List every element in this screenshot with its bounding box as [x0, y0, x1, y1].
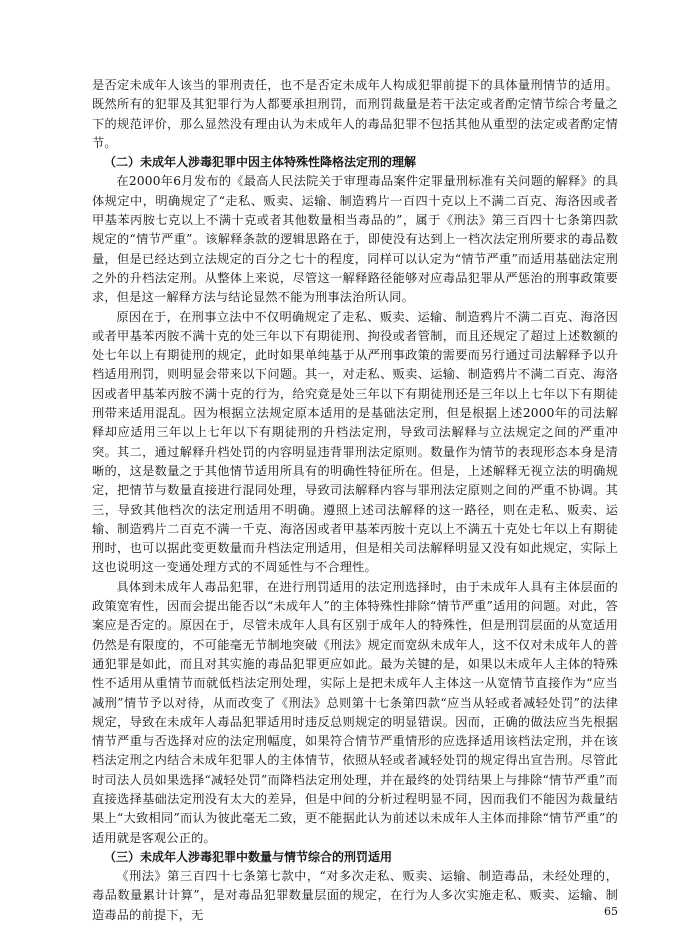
paragraph-3: 原因在于，在刑事立法中不仅明确规定了走私、贩卖、运输、制造鸦片不满二百克、海洛因或者甲基苯丙胺不满十克的处三年以下有期徒刑、拘役或者管制，而且还规定了超过上述数额的处七年以上有期徒刑的规定，此时如果单纯基于从严刑事政策的需要而另行通过司法解释予以升档适用刑罚，则明显会带来以下问题。其一，对走私、贩卖、运输、制造鸦片不满二百克、海洛因或者甲基苯丙胺不满十克的行为，给究竟是处三年以下有期徒刑还是三年以上七年以下有期徒刑带来适用混乱。因为根据立法规定原本适用的是基础法定刑，但是根据上述2000年的司法解释却应适用三年以上七年以下有期徒刑的升档法定刑，导致司法解释与立法规定之间的严重冲突。其二，通过解释升档处罚的内容明显违背罪刑法定原则。数量作为情节的表现形态本身是清晰的，这是数量之于其他情节适用所具有的明确性特征所在。但是，上述解释无视立法的明确规定，把情节与数量直接进行混同处理，导致司法解释内容与罪刑法定原则之间的严重不协调。其三，导致其他档次的法定刑适用不明确。遵照上述司法解释的这一路径，则在走私、贩卖、运输、制造鸦片二百克不满一千克、海洛因或者甲基苯丙胺十克以上不满五十克处七年以上有期徒刑时，也可以据此变更数量而升档法定刑适用，但是相关司法解释明显又没有如此规定，实际上这也说明这一变通处理方式的不周延性与不合理性。 [92, 309, 618, 575]
page-number: 65 [604, 905, 618, 918]
section-heading-2: （二）未成年人涉毒犯罪中因主体特殊性降格法定刑的理解 [104, 155, 417, 170]
paragraph-2: 在2000年6月发布的《最高人民法院关于审理毒品案件定罪量刑标准有关问题的解释》的具体规定中，明确规定了“走私、贩卖、运输、制造鸦片一百四十克以上不满二百克、海洛因或者甲基苯丙胺七克以上不满十克或者其他数量相当毒品的”，属于《刑法》第三百四十七条第四款规定的“情节严重”。该解释条款的逻辑思路在于，即使没有达到上一档次法定刑所要求的毒品数量，但是已经达到立法规定的百分之七十的程度，同样可以认定为“情节严重”而适用基础法定刑之外的升档法定刑。从整体上来说，尽管这一解释路径能够对应毒品犯罪从严惩治的刑事政策要求，但是这一解释方法与结论显然不能为刑事法治所认同。 [92, 174, 618, 305]
paragraph-1: 是否定未成年人该当的罪刑责任，也不是否定未成年人构成犯罪前提下的具体量刑情节的适用。既然所有的犯罪及其犯罪行为人都要承担刑罚，而刑罚裁量是若干法定或者酌定情节综合考量之下的规范评价，那么显然没有理由认为未成年人的毒品犯罪不包括其他从重型的法定或者酌定情节。 [92, 78, 618, 150]
section-heading-3: （三）未成年人涉毒犯罪中数量与情节综合的刑罚适用 [104, 849, 393, 864]
paragraph-4: 具体到未成年人毒品犯罪，在进行刑罚适用的法定刑选择时，由于未成年人具有主体层面的政策宽宥性，因而会提出能否以“未成年人”的主体特殊性排除“情节严重”适用的问题。对此，答案应是否定的。原因在于，尽管未成年人具有区别于成年人的特殊性，但是刑罚层面的从宽适用仍然是有限度的，不可能毫无节制地突破《刑法》规定而宽纵未成年人，这不仅对未成年人的普通犯罪是如此，而且对其实施的毒品犯罪更应如此。最为关键的是，如果以未成年人主体的特殊性不适用从重情节而就低档法定刑处理，实际上是把未成年人主体这一从宽情节直接作为“应当减刑”情节予以对待，从而改变了《刑法》总则第十七条第四款“应当从轻或者减轻处罚”的法律规定，导致在未成年人毒品犯罪适用时违反总则规定的明显错误。因而，正确的做法应当先根据情节严重与否选择对应的法定刑幅度，如果符合情节严重情形的应选择适用该档法定刑，并在该档法定刑之内结合未成年犯罪人的主体情节，依照从轻或者减轻处罚的规定得出宣告刑。尽管此时司法人员如果选择“减轻处罚”而降档法定刑处理，并在最终的处罚结果上与排除“情节严重”而直接选择基础法定刑没有太大的差异，但是中间的分析过程明显不同，因而我们不能因为裁量结果上“大致相同”而认为彼此毫无二致，更不能据此认为前述以未成年人主体而排除“情节严重”的适用就是客观公正的。 [92, 579, 618, 845]
paragraph-5: 《刑法》第三百四十七条第七款中，“对多次走私、贩卖、运输、制造毒品，未经处理的，毒品数量累计计算”，是对毒品犯罪数量层面的规定，在行为人多次实施走私、贩卖、运输、制造毒品的前提下，无 [92, 869, 618, 922]
